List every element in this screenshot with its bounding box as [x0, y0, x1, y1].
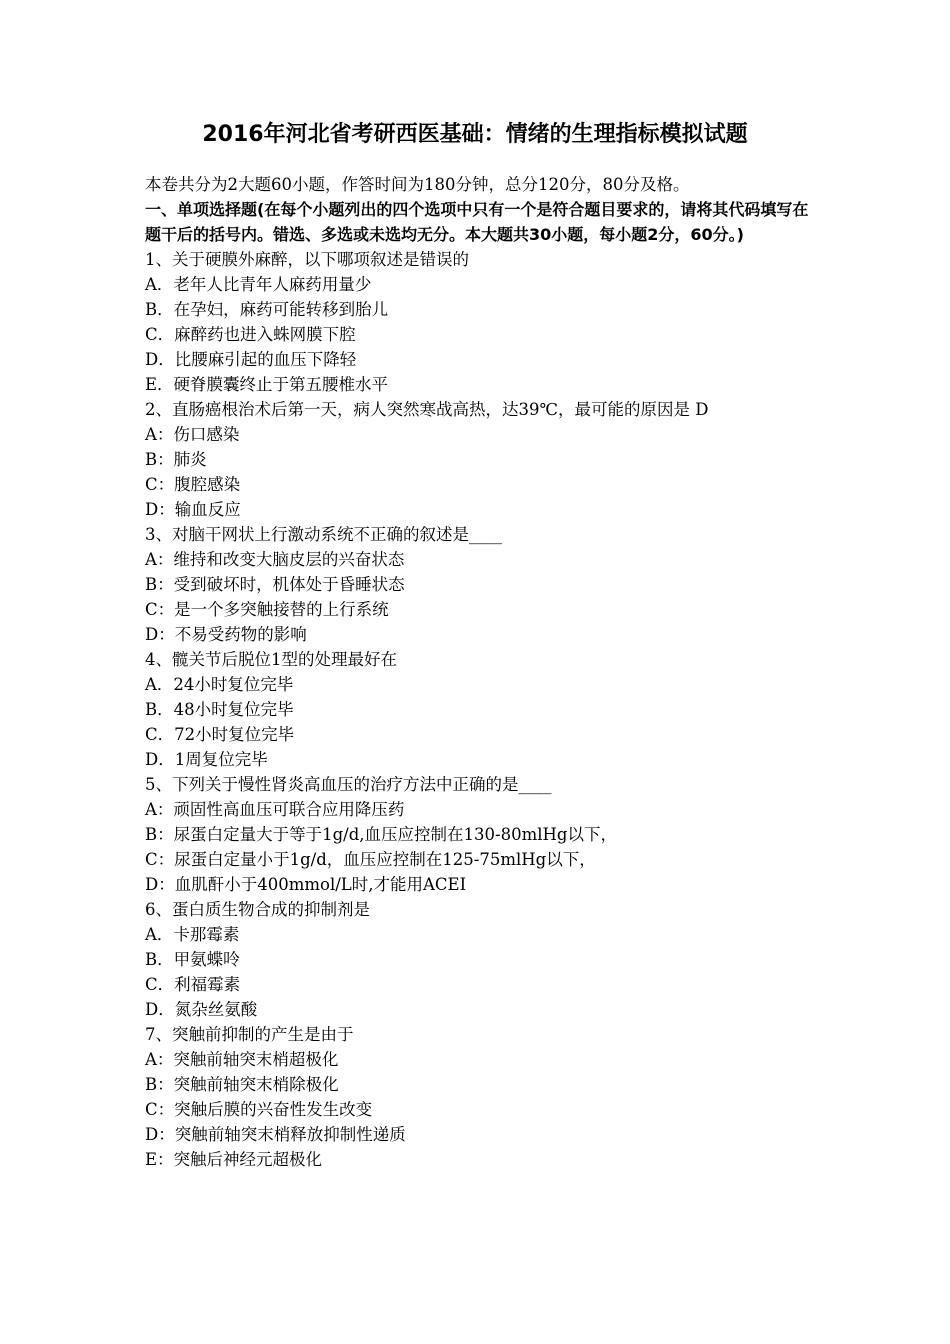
question-1: [145, 247, 815, 397]
answer-option: B．甲氨蝶呤: [145, 950, 240, 969]
question-stem: 2、直肠癌根治术后第一天，病人突然寒战高热，达39℃，最可能的原因是 D: [145, 400, 709, 419]
answer-option: B：受到破坏时，机体处于昏睡状态: [145, 575, 405, 594]
answer-option: C：腹腔感染: [145, 475, 241, 494]
question-3: [145, 522, 815, 647]
exam-intro: 本卷共分为2大题60小题，作答时间为180分钟，总分120分，80分及格。: [145, 175, 690, 194]
question-5: [145, 772, 815, 897]
answer-option: D．比腰麻引起的血压下降轻: [145, 350, 357, 369]
answer-option: A：突触前轴突末梢超极化: [145, 1050, 339, 1069]
question-2: [145, 397, 815, 522]
answer-option: D．1周复位完毕: [145, 750, 268, 769]
answer-option: B．48小时复位完毕: [145, 700, 294, 719]
answer-option: B：突触前轴突末梢除极化: [145, 1075, 339, 1094]
question-stem: 6、蛋白质生物合成的抑制剂是: [145, 900, 370, 919]
question-6: [145, 897, 815, 1022]
answer-option: E．硬脊膜囊终止于第五腰椎水平: [145, 375, 389, 394]
answer-option: A：顽固性高血压可联合应用降压药: [145, 800, 405, 819]
answer-option: C．利福霉素: [145, 975, 241, 994]
question-stem: 5、下列关于慢性肾炎高血压的治疗方法中正确的是____: [145, 775, 552, 794]
answer-option: C：是一个多突触接替的上行系统: [145, 600, 389, 619]
answer-option: C．72小时复位完毕: [145, 725, 295, 744]
answer-option: C：突触后膜的兴奋性发生改变: [145, 1100, 373, 1119]
answer-option: A：伤口感染: [145, 425, 240, 444]
question-stem: 1、关于硬膜外麻醉，以下哪项叙述是错误的: [145, 250, 469, 269]
answer-option: A．老年人比青年人麻药用量少: [145, 275, 372, 294]
answer-option: D：输血反应: [145, 500, 241, 519]
page-title: 2016年河北省考研西医基础：情绪的生理指标模拟试题: [202, 122, 748, 147]
answer-option: D．氮杂丝氨酸: [145, 1000, 258, 1019]
answer-option: A．卡那霉素: [145, 925, 240, 944]
answer-option: C．麻醉药也进入蛛网膜下腔: [145, 325, 356, 344]
question-stem: 3、对脑干网状上行激动系统不正确的叙述是____: [145, 525, 502, 544]
question-stem: 7、突触前抑制的产生是由于: [145, 1025, 354, 1044]
answer-option: B：尿蛋白定量大于等于1g/d,血压应控制在130-80mlHg以下，: [145, 825, 617, 844]
question-stem: 4、髋关节后脱位1型的处理最好在: [145, 650, 397, 669]
answer-option: B：肺炎: [145, 450, 207, 469]
answer-option: E：突触后神经元超极化: [145, 1150, 323, 1169]
document-body: [145, 172, 815, 1172]
question-7: [145, 1022, 815, 1172]
answer-option: A．24小时复位完毕: [145, 675, 294, 694]
answer-option: C：尿蛋白定量小于1g/d，血压应控制在125-75mlHg以下，: [145, 850, 596, 869]
answer-option: B．在孕妇，麻药可能转移到胎儿: [145, 300, 389, 319]
section-heading: 一、单项选择题(在每个小题列出的四个选项中只有一个是符合题目要求的，请将其代码填写在题干后的括号内。错选、多选或未选均无分。本大题共30小题，每小题2分，60分。): [145, 200, 809, 244]
question-4: [145, 647, 815, 772]
answer-option: D：血肌酐小于400mmol/L时,才能用ACEI: [145, 875, 467, 894]
answer-option: A：维持和改变大脑皮层的兴奋状态: [145, 550, 405, 569]
answer-option: D：不易受药物的影响: [145, 625, 307, 644]
answer-option: D：突触前轴突末梢释放抑制性递质: [145, 1125, 406, 1144]
